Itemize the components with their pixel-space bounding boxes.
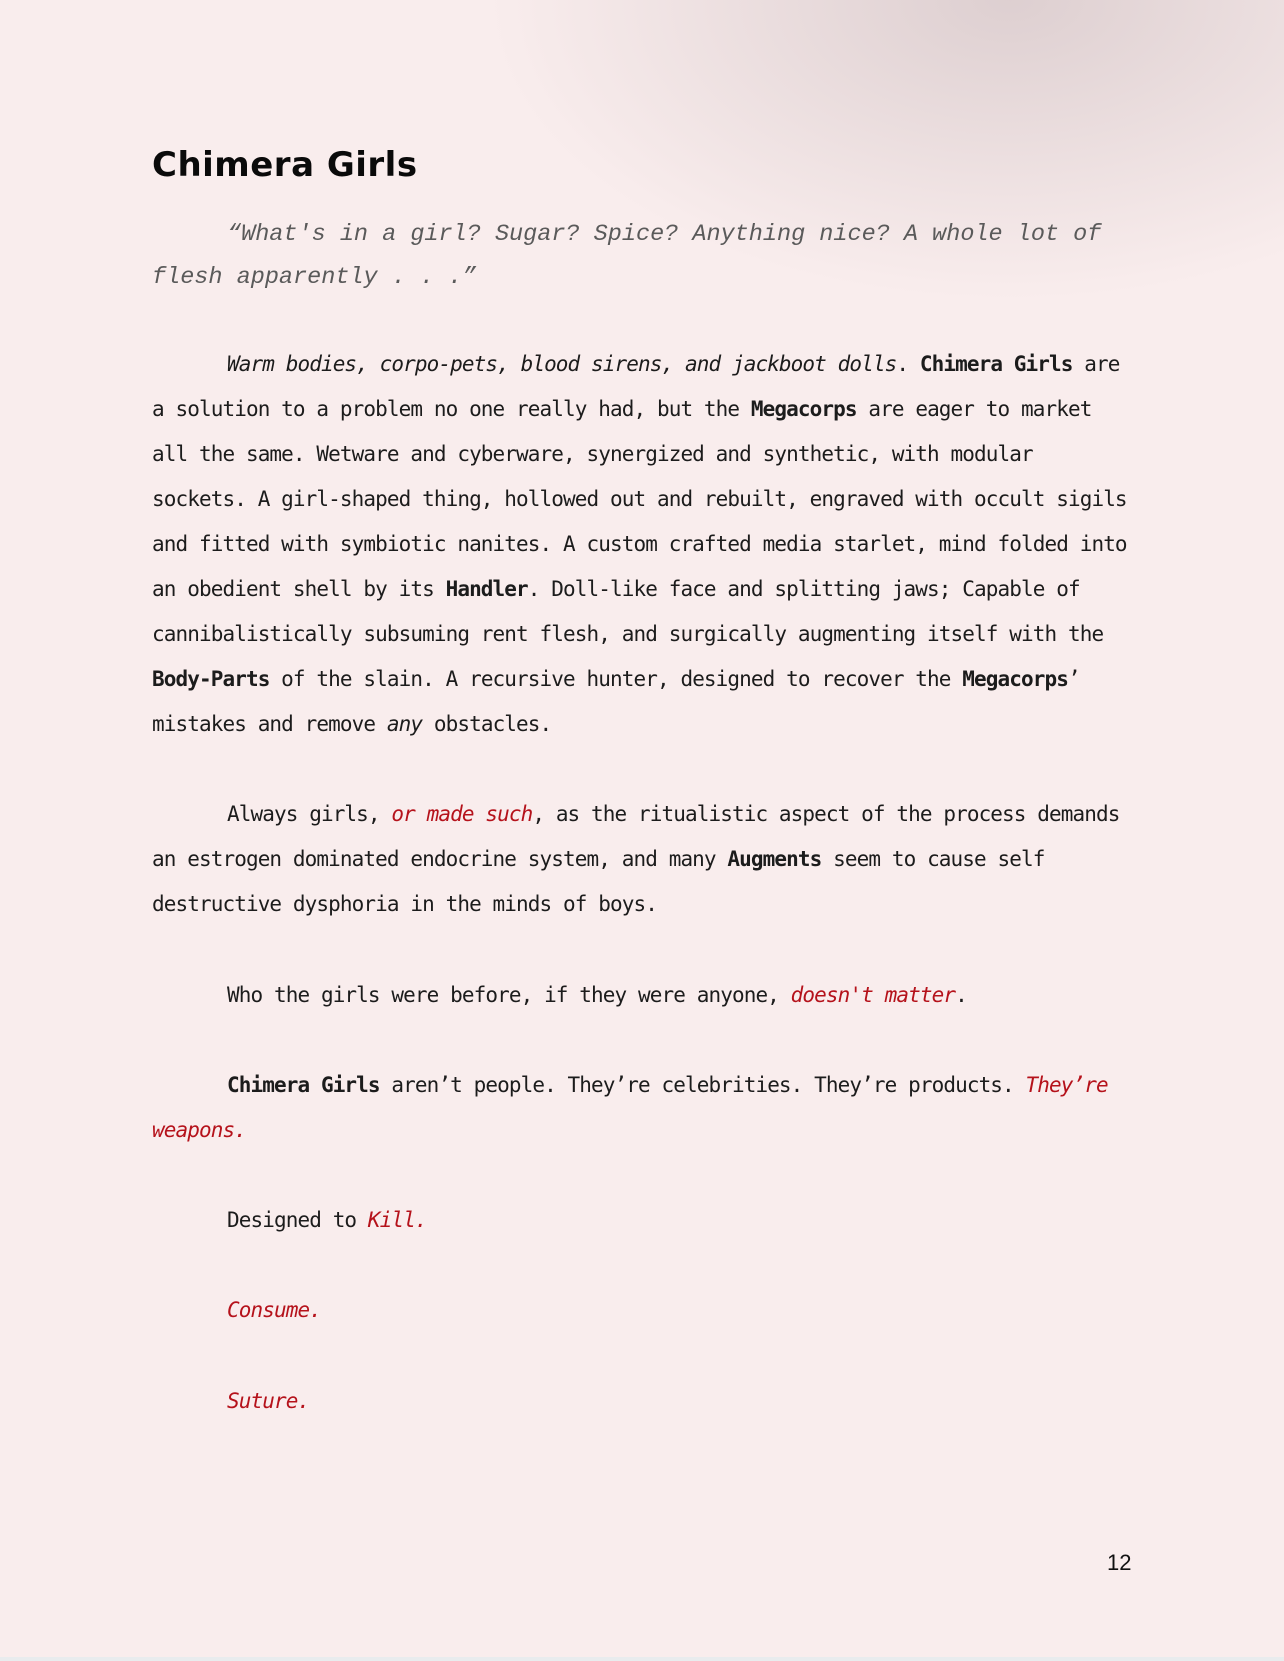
- bold-term-megacorps: Megacorps: [750, 397, 857, 421]
- bold-term-body-parts: Body-Parts: [152, 667, 270, 691]
- text-run: ’ mistakes and remove: [152, 667, 1080, 736]
- bold-term-augments: Augments: [727, 847, 822, 871]
- text-run: Designed to: [227, 1208, 368, 1232]
- page-title: Chimera Girls: [152, 145, 418, 185]
- text-run: , as the ritualistic aspect of the process demands an estrogen dominated endocrine system, and many: [152, 802, 1120, 871]
- paragraph-consume: [152, 1288, 1137, 1333]
- italic-phrase: Warm bodies, corpo-pets, blood sirens, and jackboot dolls: [227, 352, 897, 376]
- page-content: [152, 140, 1137, 1424]
- epigraph-quote: “What's in a girl? Sugar? Spice? Anything nice? A whole lot of flesh apparently . . .”: [152, 221, 1102, 291]
- page-bottom-edge: [0, 1657, 1284, 1661]
- text-run: are eager to market all the same. Wetware and cyberware, synergized and synthetic, with modular sockets. A girl-shaped thing, hollowed out and rebuilt, engraved with occult sigils and fitted with symbiotic nanites. A custom crafted media starlet, mind folded into an obedient shell by its: [152, 397, 1127, 601]
- red-word-kill: Kill.: [367, 1208, 427, 1232]
- paragraph-intro: [152, 342, 1137, 747]
- text-run: aren’t people. They’re celebrities. They’re products.: [379, 1073, 1026, 1097]
- italic-word-any: any: [386, 712, 423, 736]
- bold-term-chimera-girls: Chimera Girls: [227, 1073, 380, 1097]
- paragraph-suture: [152, 1379, 1137, 1424]
- paragraph-who-before: [152, 973, 1137, 1018]
- text-run: obstacles.: [422, 712, 552, 736]
- text-run: .: [955, 983, 967, 1007]
- paragraph-designed-to: [152, 1198, 1137, 1243]
- red-phrase: or made such: [391, 802, 533, 826]
- bold-term-chimera-girls: Chimera Girls: [919, 352, 1073, 376]
- bold-term-megacorps: Megacorps: [962, 667, 1068, 691]
- text-run: are a solution to a problem no one really had, but the: [152, 352, 1120, 421]
- paragraph-not-people: [152, 1063, 1137, 1153]
- text-run: . Doll-like face and splitting jaws; Capable of cannibalistically subsuming rent flesh, and surgically augmenting itself with the: [152, 577, 1104, 646]
- text-run: of the slain. A recursive hunter, designed to recover the: [269, 667, 963, 691]
- page-number: 12: [1107, 1550, 1132, 1575]
- text-run: Who the girls were before, if they were anyone,: [227, 983, 791, 1007]
- red-phrase: They’re weapons.: [152, 1073, 1108, 1142]
- text-run: .: [896, 352, 920, 376]
- paragraph-always-girls: [152, 792, 1137, 927]
- red-phrase: doesn't matter: [790, 983, 956, 1007]
- text-run: Always girls,: [227, 802, 392, 826]
- red-word-suture: Suture.: [227, 1389, 310, 1413]
- bold-term-handler: Handler: [445, 577, 528, 601]
- text-run: seem to cause self destructive dysphoria in the minds of boys.: [152, 847, 1045, 916]
- red-word-consume: Consume.: [227, 1298, 321, 1322]
